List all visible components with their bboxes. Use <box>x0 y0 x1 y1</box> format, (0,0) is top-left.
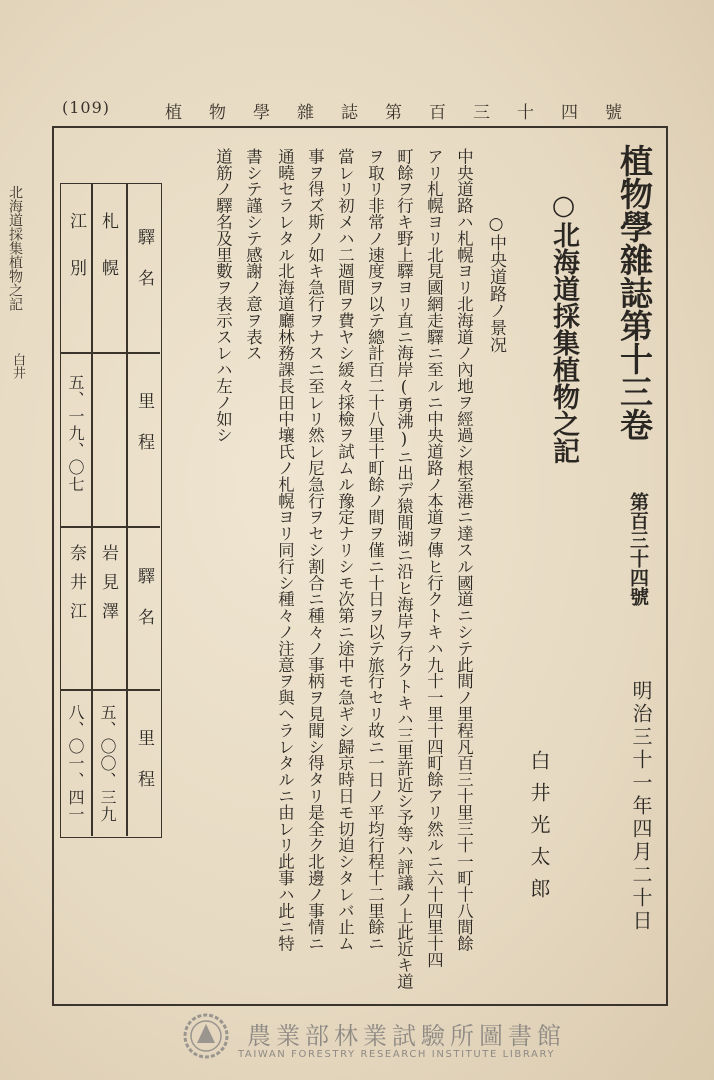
body-column: 中央道路ハ札幌ヨリ北海道ノ內地ヲ經過シ根室港ニ達スル國道ニシテ此間ノ里程凡百三十里三十一町十八間餘 <box>454 148 474 952</box>
body-column: 當レリ初メハ二週間ヲ費ヤシ緩々採檢ヲ試ムル豫定ナリシモ次第ニ途中モ急ギシ歸京時日モ切迫シタレバ止ム <box>335 148 355 952</box>
body-column: 道筋ノ驛名及里數ヲ表示スレハ左ノ如シ <box>213 148 233 444</box>
library-name: 農業部林業試驗所圖書館 <box>247 1022 566 1050</box>
page-number: (109) <box>62 98 111 117</box>
table-station-name: 札幌 <box>98 212 118 306</box>
table-station-name: 江別 <box>66 212 86 306</box>
station-distance-table <box>60 183 162 838</box>
body-column: 事ヲ得ズ斯ノ如キ急行ヲナスニ至レリ然レ尼急行ヲセシ割合ニ種々ノ事柄ヲ見聞シ得タリ是全ク北邊ノ事情ニ <box>305 148 325 952</box>
side-note-author: 白井 <box>10 353 25 379</box>
body-column: 町餘ヲ行キ野上驛ヨリ直ニ海岸(勇沸)ニ出デ猿間湖ニ沿ヒ海岸ヲ行クトキハ三里許近シ予等ハ評議ノ上此近キ道 <box>394 148 414 990</box>
table-header-distance: 里程 <box>134 392 154 474</box>
table-header-station: 驛名 <box>134 567 154 649</box>
running-header: 植物學雜誌第百三十四號 <box>165 103 649 123</box>
section-heading: ○中央道路ノ景况 <box>486 214 506 353</box>
table-divider <box>61 352 160 354</box>
table-divider <box>61 526 160 528</box>
table-divider <box>126 184 128 836</box>
author-name: 白井光太郎 <box>527 750 551 910</box>
table-divider <box>91 184 93 836</box>
table-distance: 五、〇〇、三九 <box>98 704 117 823</box>
table-header-station: 驛名 <box>134 228 154 310</box>
table-station-name: 奈井江 <box>66 544 86 631</box>
library-name-english: TAIWAN FORESTRY RESEARCH INSTITUTE LIBRARY <box>238 1049 556 1060</box>
table-divider <box>61 689 160 691</box>
table-station-name: 岩見澤 <box>98 544 118 631</box>
issue-number: 第百三十四號 <box>627 492 649 606</box>
body-column: アリ札幌ヨリ北見國網走驛ニ至ルニ中央道路ノ本道ヲ傳ヒ行クトキハ九十一里十四町餘アリ然ルニ六十四里十四 <box>424 148 444 968</box>
issue-date: 明治三十一年四月二十日 <box>629 680 653 933</box>
table-distance: 五、一九、〇七 <box>66 374 85 493</box>
journal-title: 植物學雜誌第十三卷 <box>615 144 654 441</box>
body-column: 通曉セラレタル北海道廳林務課長田中壤氏ノ札幌ヨリ同行シ種々ノ注意ヲ與ヘラレタルニ由レリ此事ハ此ニ特 <box>275 148 295 952</box>
table-distance: 八、〇一、四一 <box>66 704 85 823</box>
body-column: 書シテ謹シテ感謝ノ意ヲ表ス <box>243 148 263 362</box>
library-seal-icon <box>182 1012 230 1060</box>
side-note-title: 北海道採集植物之記 <box>7 185 23 311</box>
table-header-distance: 里程 <box>134 729 154 811</box>
body-column: ヲ取リ非常ノ速度ヲ以テ總計百二十八里十町餘ノ間ヲ僅ニ十日ヲ以テ旅行セリ故ニ一日ノ平均行程十二里餘ニ <box>365 148 385 952</box>
article-title: ○北海道採集植物之記 <box>548 190 579 464</box>
